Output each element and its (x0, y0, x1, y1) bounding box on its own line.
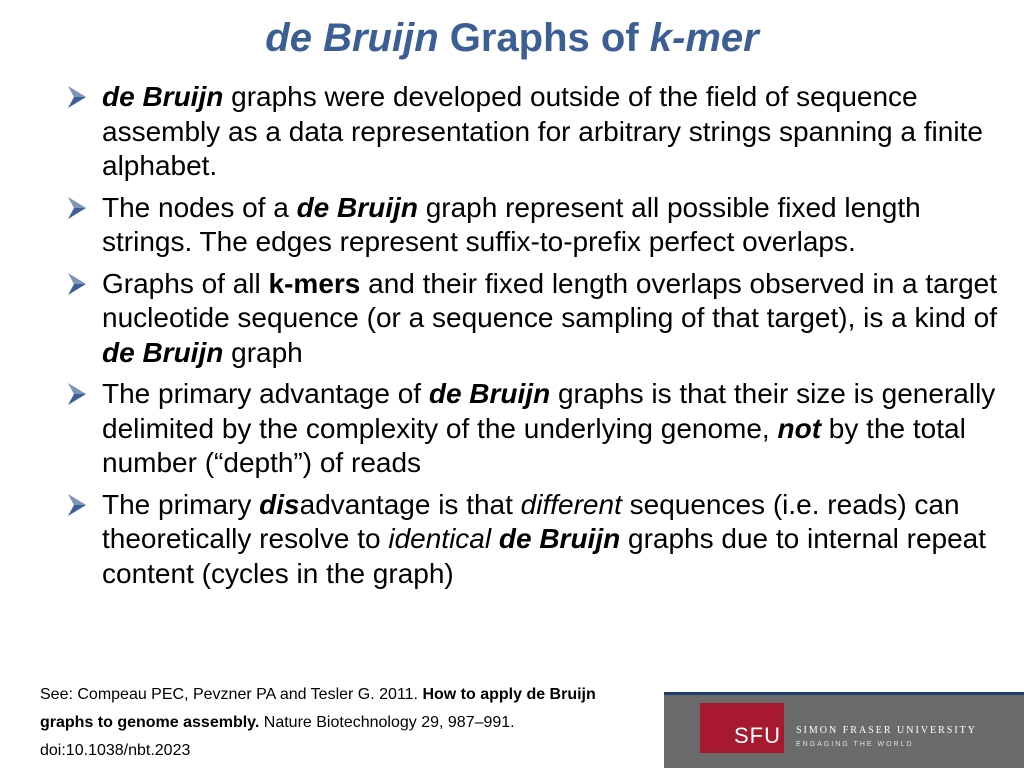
bullet-5-italic-identical: identical (388, 523, 492, 554)
bullet-5-italic-different: different (520, 488, 622, 520)
bullet-5-text-d: graphs due to internal repeat content (cycles in the graph) (102, 523, 987, 589)
arrow-bullet-icon (66, 492, 88, 518)
bullet-item-1 (62, 80, 1002, 184)
bullet-5-emphasis-dis: dis (259, 488, 300, 520)
bullet-3-text-c: graph (223, 336, 303, 368)
bullet-5-text-b: advantage is that (299, 488, 521, 520)
bullet-item-4 (62, 377, 1002, 481)
bullet-5-space (491, 523, 499, 554)
citation-title: How to apply de Bruijn graphs to genome assembly. (40, 686, 596, 731)
citation (40, 681, 652, 765)
bullet-5-text-a: The primary (102, 488, 260, 520)
bullet-item-3 (62, 267, 1002, 371)
bullet-item-2 (62, 191, 1002, 260)
arrow-bullet-icon (66, 84, 88, 110)
logo-abbr: SFU (734, 723, 781, 748)
logo-tagline: ENGAGING THE WORLD (796, 741, 914, 748)
arrow-bullet-icon (66, 271, 88, 297)
bullet-item-5 (62, 488, 1002, 592)
bullet-3-text-b: and their fixed length overlaps observed in a target nucleotide sequence (or a sequence sampling of that target), is a kind of (102, 267, 997, 333)
bullet-1-text: graphs were developed outside of the field of sequence assembly as a data representation for arbitrary strings spanning a finite alphabet. (102, 81, 983, 181)
bullet-2-text-a: The nodes of a (102, 191, 297, 223)
title-text: Graphs of (438, 16, 650, 60)
bullet-4-emphasis-not: not (777, 412, 822, 444)
bullet-5-text-c: sequences (i.e. reads) can theoretically resolve to (102, 488, 960, 554)
bullet-2-emphasis: de Bruijn (296, 191, 418, 223)
title-italic-de-bruijn: de Bruijn (265, 16, 439, 60)
bullet-4-emphasis: de Bruijn (428, 378, 551, 409)
bullet-4-text-b: graphs is that their size is generally delimited by the complexity of the underlying genome, (102, 378, 996, 444)
citation-suffix: Nature Biotechnology 29, 987–991. doi:10.1038/nbt.2023 (40, 714, 515, 759)
bullet-3-emphasis: de Bruijn (102, 336, 224, 368)
bullet-3-bold-kmers: k-mers (268, 267, 361, 299)
title-italic-kmer: k-mer (649, 16, 759, 60)
bullet-5-emphasis: de Bruijn (498, 523, 621, 554)
slide-title (0, 14, 1024, 62)
bullet-list (62, 80, 1002, 598)
university-logo-band (664, 692, 1024, 768)
citation-prefix: See: Compeau PEC, Pevzner PA and Tesler G. 2011. (40, 686, 423, 703)
arrow-bullet-icon (66, 381, 88, 407)
bullet-1-emphasis: de Bruijn (102, 81, 224, 112)
logo-university-name: SIMON FRASER UNIVERSITY (796, 725, 978, 736)
bullet-4-text-c: by the total number (“depth”) of reads (102, 412, 966, 478)
bullet-3-text-a: Graphs of all (102, 267, 269, 299)
arrow-bullet-icon (66, 195, 88, 221)
bullet-4-text-a: The primary advantage of (102, 378, 429, 409)
bullet-2-text-b: graph represent all possible fixed length strings. The edges represent suffix-to-prefix perfect overlaps. (102, 191, 921, 257)
